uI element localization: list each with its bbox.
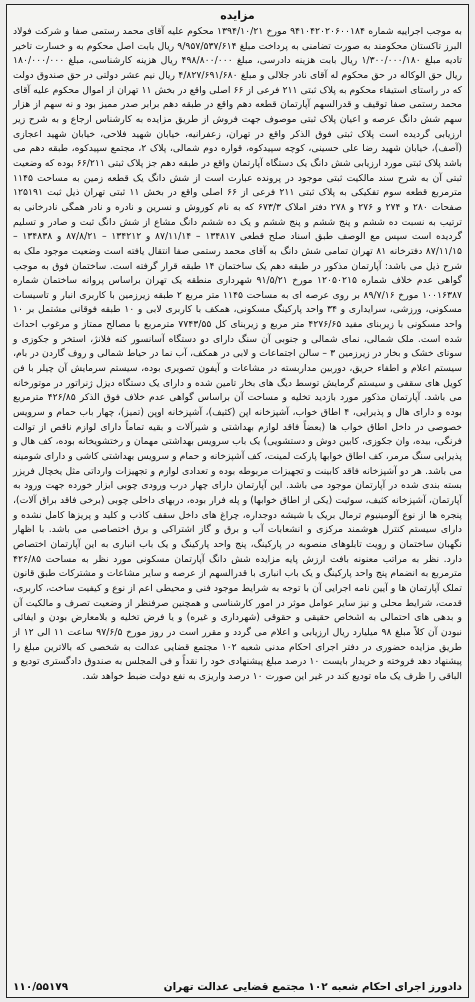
notice-body: به موجب اجراییه شماره ۹۴۱۰۴۲۰۲۰۶۰۰۱۸۴ مورخ ۱۳۹۴/۱۰/۲۱ محکوم علیه آقای محمد رستمی صفا و شرکت فولاد البرز تاکستان محکومند به صورت تضامنی به پرداخت مبلغ ۹/۹۵۷/۵۳۷/۶۱۴ ریال بابت اصل محکوم به و خسارت تاخیر تادیه مبلغ ۱/۳۰۰/۰۰۰/۱۸۰ ریال بابت هزینه دادرسی، مبلغ ۴۹۸/۸۰۰/۰۰۰ ریال هزینه کارشناسی، مبلغ ۱۸۰/۰۰۰/۰۰۰ ریال حق الوکاله در حق محکوم له آقای نادر جلالی و مبلغ ۴/۸۲۷/۶۹۱/۶۸۰ ریال نیم عشر دولتی در حق صندوق دولت که در راستای استیفاء محکوم به پلاک ثبتی ۲۱۱ فرعی از ۶۶ اصلی واقع در بخش ۱۱ تهران از اموال محکوم علیه آقای محمد رستمی صفا توقیف و قدرالسهم آپارتمان قطعه دهم واقع در طبقه دهم برابر صدر ممیز بود و نه سهم از هزار سهم شش دانگ عرصه و اعیان پلاک ثبتی موصوف جهت فروش از طریق مزایده به کارشناس ارجاع و به شرح زیر ارزیابی گردیده است پلاک ثبتی فوق الذکر واقع در تهران، زعفرانیه، خیابان شهید فلاحی، خیابان شهید اعجازی (آصف)، خیابان شهید رضا علی حسینی، کوچه سپیدکوه، قواره دوم شمالی، پلاک ۲، مجتمع سپیدکوه، طبقه دهم می باشد پلاک ثبتی مورد ارزیابی شش دانگ یک دستگاه آپارتمان واقع در طبقه دهم جز پلاک ثبتی ۶۶/۲۱۱ بوده که وضعیت ثبتی آن به شرح سند مالکیت ثبتی موجود در پرونده عبارت است از شش دانگ یک قطعه زمین به مساحت ۱۱۴۵ مترمربع قطعه سوم تفکیکی به پلاک ثبتی ۲۱۱ فرعی از ۶۶ اصلی واقع در بخش ۱۱ ثبتی تهران ذیل ثبت ۱۲۵۱۹۱ صفحات ۲۸۰ و ۲۷۴ و ۲۷۶ و ۲۷۸ دفتر املاک ۶۷۳/۳ که به نام کوروش و نسرین و نادره و نادر همگی نادرخانی به ترتیب به نسبت ده ششم و پنج ششم و پنج ششم و یک ده ششم دانگ مشاع از شش دانگ ثبت و صادر و تسلیم گردیده است سپس مع الوصف طبق اسناد صلح قطعی ۱۳۴۸۱۷ – ۸۷/۱۱/۱۴ و ۱۳۴۲۱۲ – ۸۷/۸/۲۱ و ۱۳۴۸۳۸ – ۸۷/۱۱/۱۵ دفترخانه ۸۱ تهران تمامی شش دانگ به آقای محمد رستمی صفا انتقال یافته است وضعیت موجود ملک به شرح ذیل می باشد: آپارتمان مذکور در طبقه دهم یک ساختمان ۱۴ طبقه قرار گرفته است. ساختمان فوق به موجب گواهی عدم خلاف شماره ۱۲۰۵۰۲۱۵ مورخ ۹۱/۵/۲۱ شهرداری منطقه یک تهران براساس پروانه ساختمان شماره ۱۰۰۱۶۳۸۷ مورخ ۸۹/۷/۱۶ بر روی عرصه ای به مساحت ۱۱۴۵ متر مربع ۲ طبقه زیرزمین با کاربری انبار و تاسیسات مسکونی، ورزشی، سرایداری و ۳۴ واحد پارکینگ مسکونی، همکف با کاربری لابی و ۱۰ طبقه فوقانی مشتمل بر ۱۰ واحد مسکونی با زیربنای مفید ۴۲۷۶/۶۵ متر مربع و زیربنای کل ۷۷۴۳/۵۵ مترمربع با مصالح ممتاز و مرغوب احداث شده است. ملک شمالی، نمای شمالی و جنوبی آن سنگ دارای دو دستگاه آسانسور کنه فلانژ، استخر و جکوزی و سونای خشک و بخار در زیرزمین ۳ – سالن اجتماعات و لابی در همکف، آب نما در حیاط شمالی و روف گاردن در بام، سیستم اعلام و اطفاء حریق، دوربین مداربسته در مشاعات و آیفون تصویری بوده، سیستم سرمایش آن چیلر با فن کویل های سقفی و سیستم گرمایش توسط دیگ های بخار تامین شده و دارای یک دستگاه دیزل ژنراتور در موتورخانه می باشد. آپارتمان مذکور مورد بازدید تخلیه و مساحت آن براساس گواهی عدم خلاف فوق الذکر ۴۲۶/۸۵ مترمربع بوده و دارای هال و پذیرایی، ۴ اطاق خواب، آشپزخانه اپن (کثیف)، آشپزخانه اوپن (تمیز)، چهار باب حمام و سرویس خصوصی در داخل اطاق خواب ها (بعضاً فاقد لوازم بهداشتی و شیرآلات و بقیه تماماً دارای لوازم ناقص از توالت فرنگی، بیده، وان جکوزی، کابین دوش و دستشویی) یک باب سرویس بهداشتی مهمان و رختشویخانه بوده، کف هال و پذیرایی سنگ مرمر، کف اطاق خوابها پارکت لمینت، کف آشپزخانه و حمام و سرویس بهداشتی کاشی و دارای شومینه می باشد. هر دو آشپزخانه فاقد کابینت و تجهیزات مربوطه بوده و تعدادی لوازم و تجهیزات وارداتی مثل یخچال فریزر بسته بندی شده در آپارتمان موجود می باشد. این آپارتمان دارای چهار درب ورودی چوبی ابزار خورده جهت ورود به آپارتمان، آشپزخانه کثیف، سوئیت (یکی از اطاق خوابها) و پله فرار بوده، دربهای داخلی چوبی (برخی فاقد براق آلات)، پنجره ها از نوع آلومینیوم ترمال بریک با شیشه دوجداره، چراغ های داخل سقف کاذب و کلید و پریزها کامل نشده و دارای سیستم کنترل هوشمند مرکزی و انشعابات آب و برق و گاز اشتراکی و برق اختصاصی می باشد. با اظهار نگهبان ساختمان و رویت تابلوهای منصوبه در پارکینگ، پنج واحد پارکینگ و یک باب انباری به این آپارتمان اختصاص دارد. نظر به مراتب معنونه بافت ارزش پایه مزایده شش دانگ آپارتمان مسکونی مورد نظر به مساحت ۴۲۶/۸۵ مترمربع به انضمام پنج واحد پارکینگ و یک باب انباری با قدرالسهم از عرصه و سایر مشاعات و مشترکات طبق قانون تملک آپارتمان ها و آیین نامه اجرایی آن با توجه به شرایط موجود فنی و محیطی اعم از نوع و کیفیت ساخت، کاربری، قدمت، شرایط محلی و نیز سایر عوامل موثر در امور کارشناسی و همچنین صرفنظر از وضعیت تصرف و مالکیت آن و بدهی های احتمالی به اشخاص حقیقی و حقوقی (شهرداری و غیره) و یا فرض تخلیه و بلامعارض بودن و ایفائی نبودن آن کلاً مبلغ ۹۸ میلیارد ریال ارزیابی و اعلام می گردد و مقرر است در روز مورخ ۹۷/۶/۵ ساعت ۱۱ الی ۱۲ از طریق مزایده حضوری در دفتر اجرای احکام مدنی شعبه ۱۰۲ مجتمع قضایی عدالت به شخصی که بالاترین مبلغ را پیشنهاد دهد فروخته و خریدار بایست ۱۰ درصد مبلغ پیشنهادی خود را نقداً و فی المجلس به صندوق دادگستری تودیع و الباقی را ظرف یک ماه تودیع کند در غیر این صورت ۱۰ درصد واریزی به نفع دولت ضبط خواهد شد. xyxy=(13,26,463,682)
auction-notice xyxy=(6,4,469,998)
notice-title: مزایده xyxy=(220,9,255,22)
signature-issuer: دادورز اجرای احکام شعبه ۱۰۲ مجتمع قضایی عدالت تهران xyxy=(163,981,462,993)
notice-code: ۱۱۰/۵۵۱۷۹ xyxy=(13,981,69,993)
notice-signature xyxy=(13,980,462,994)
